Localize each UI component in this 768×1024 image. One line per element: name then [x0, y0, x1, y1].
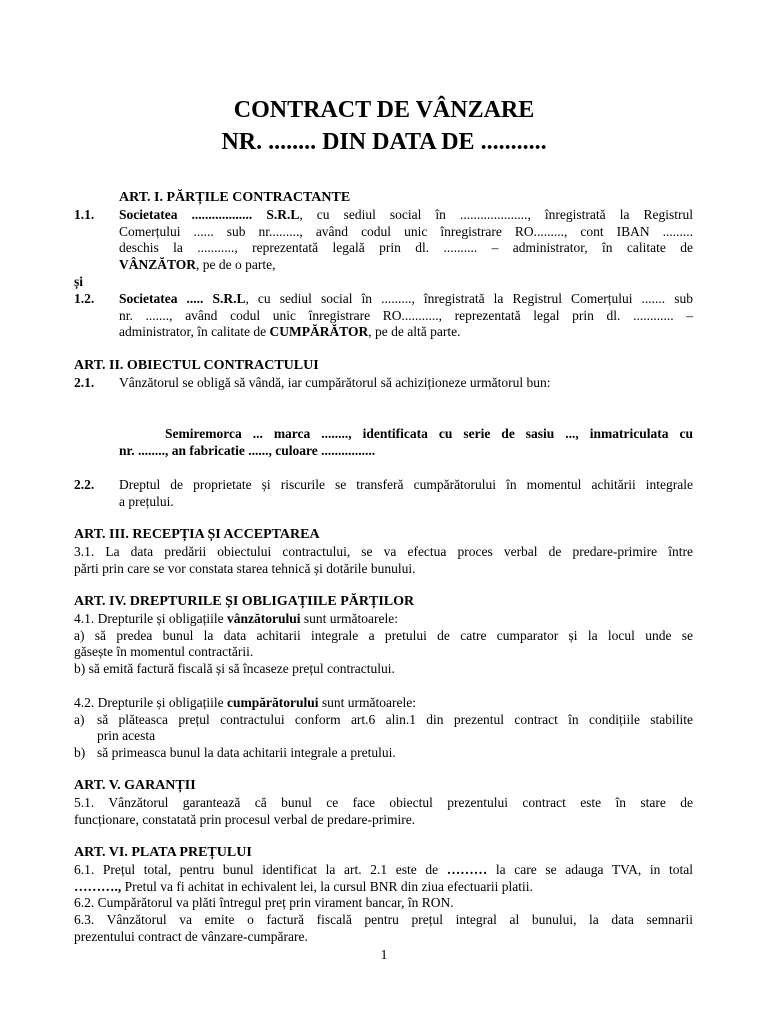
art6-p3-line1: 6.3. Vânzătorul va emite o factură fiscală pentru prețul integral al bunului, la data semnarii [74, 912, 693, 928]
art1-and: și [74, 274, 84, 289]
contract-title: CONTRACT DE VÂNZARE [233, 97, 535, 123]
art1-p1-line2: Comerțului ...... sub nr........., având codul unic înregistrare RO........., cont IBAN ......... [119, 223, 693, 239]
art2-p1-number: 2.1. [74, 375, 95, 390]
art4-heading: ART. IV. DREPTURILE ȘI OBLIGAȚIILE PĂRȚILOR [74, 594, 415, 609]
art6-heading: ART. VI. PLATA PREȚULUI [74, 845, 252, 860]
art4-p1-a-line1: a) să predea bunul la data achitarii integrale a pretului de catre cumparator și la locul unde se [74, 627, 693, 643]
art6-p3-line2: prezentului contract de vânzare-cumpărare. [74, 928, 308, 944]
art6-p2: 6.2. Cumpărătorul va plăti întregul preț prin virament bancar, în RON. [74, 895, 454, 911]
art4-p2-a-line2: prin acesta [97, 728, 156, 744]
art1-p1-line3: deschis la ..........., reprezentată legală prin dl. .......... – administrator, în calitate de [119, 240, 693, 256]
page-number: 1 [380, 947, 388, 962]
art5-heading: ART. V. GARANȚII [74, 778, 196, 793]
art4-p2-a-line1: să plăteasca prețul contractului conform art.6 alin.1 din prezentul contract în condițiile stabilite [97, 711, 693, 727]
art1-p2-line3: administrator, în calitate de CUMPĂRĂTOR, pe de altă parte. [119, 324, 461, 340]
art4-p2-intro: 4.2. Drepturile și obligațiile cumpărătorului sunt următoarele: [74, 695, 416, 710]
art1-p2-number: 1.2. [74, 291, 95, 306]
art4-p2-b-line: să primeasca bunul la data achitarii integrale a pretului. [97, 745, 396, 761]
art1-p2-line2: nr. ......., având codul unic înregistrare RO..........., reprezentată legal prin dl. ............ – [119, 307, 693, 323]
art6-p1-line1: 6.1. Prețul total, pentru bunul identificat la art. 2.1 este de ……… la care se adauga TVA, in total [74, 862, 694, 877]
art4-p1-a-line2: găsește în momentul contractării. [74, 644, 254, 660]
art5-line2: funcționare, constatată prin procesul verbal de predare-primire. [74, 811, 416, 827]
art2-p2-number: 2.2. [74, 477, 95, 492]
art3-line2: părti prin care se vor constata starea tehnică și dotările bunului. [74, 560, 416, 576]
art1-p2-line1: Societatea ..... S.R.L, cu sediul social în ........., înregistrată la Registrul Comerțului ....... sub [119, 291, 693, 306]
art2-item-line1: Semiremorca ... marca ........, identificata cu serie de sasiu ..., inmatriculata cu [165, 426, 693, 441]
art2-p2-line1: Dreptul de proprietate și riscurile se transferă cumpărătorului în momentul achitării integrale [119, 477, 693, 492]
art3-heading: ART. III. RECEPȚIA ȘI ACCEPTAREA [74, 527, 320, 542]
art1-p1-line4: VÂNZĂTOR, pe de o parte, [119, 257, 276, 273]
art4-p2-b-label: b) [74, 745, 86, 761]
art1-p1-number: 1.1. [74, 207, 95, 222]
art2-p1-text: Vânzătorul se obligă să vândă, iar cumpărătorul să achiziționeze următorul bun: [119, 375, 551, 390]
art5-line1: 5.1. Vânzătorul garantează că bunul ce face obiectul prezentului contract este în stare de [74, 795, 693, 810]
art2-p2-line2: a prețului. [119, 493, 174, 509]
contract-number-date: NR. ........ DIN DATA DE ........... [221, 129, 547, 155]
art4-p1-b-line: b) să emită factură fiscală și să încaseze prețul contractului. [74, 661, 395, 677]
art1-p1-line1: Societatea .................. S.R.L, cu sediul social în ...................., înregistrată la Registrul [119, 207, 693, 222]
art1-heading: ART. I. PĂRȚILE CONTRACTANTE [119, 190, 351, 205]
art3-line1: 3.1. La data predării obiectului contractului, se va efectua proces verbal de predare-primire între [74, 544, 693, 559]
art4-p1-intro: 4.1. Drepturile și obligațiile vânzătorului sunt următoarele: [74, 611, 398, 626]
art4-p2-a-label: a) [74, 711, 85, 727]
art2-item-line2: nr. ........, an fabricatie ......, culoare ................ [119, 442, 376, 458]
art2-heading: ART. II. OBIECTUL CONTRACTULUI [74, 358, 319, 373]
art6-p1-line2: ………., Pretul va fi achitat in echivalent lei, la cursul BNR din ziua efectuarii platii. [74, 878, 533, 894]
